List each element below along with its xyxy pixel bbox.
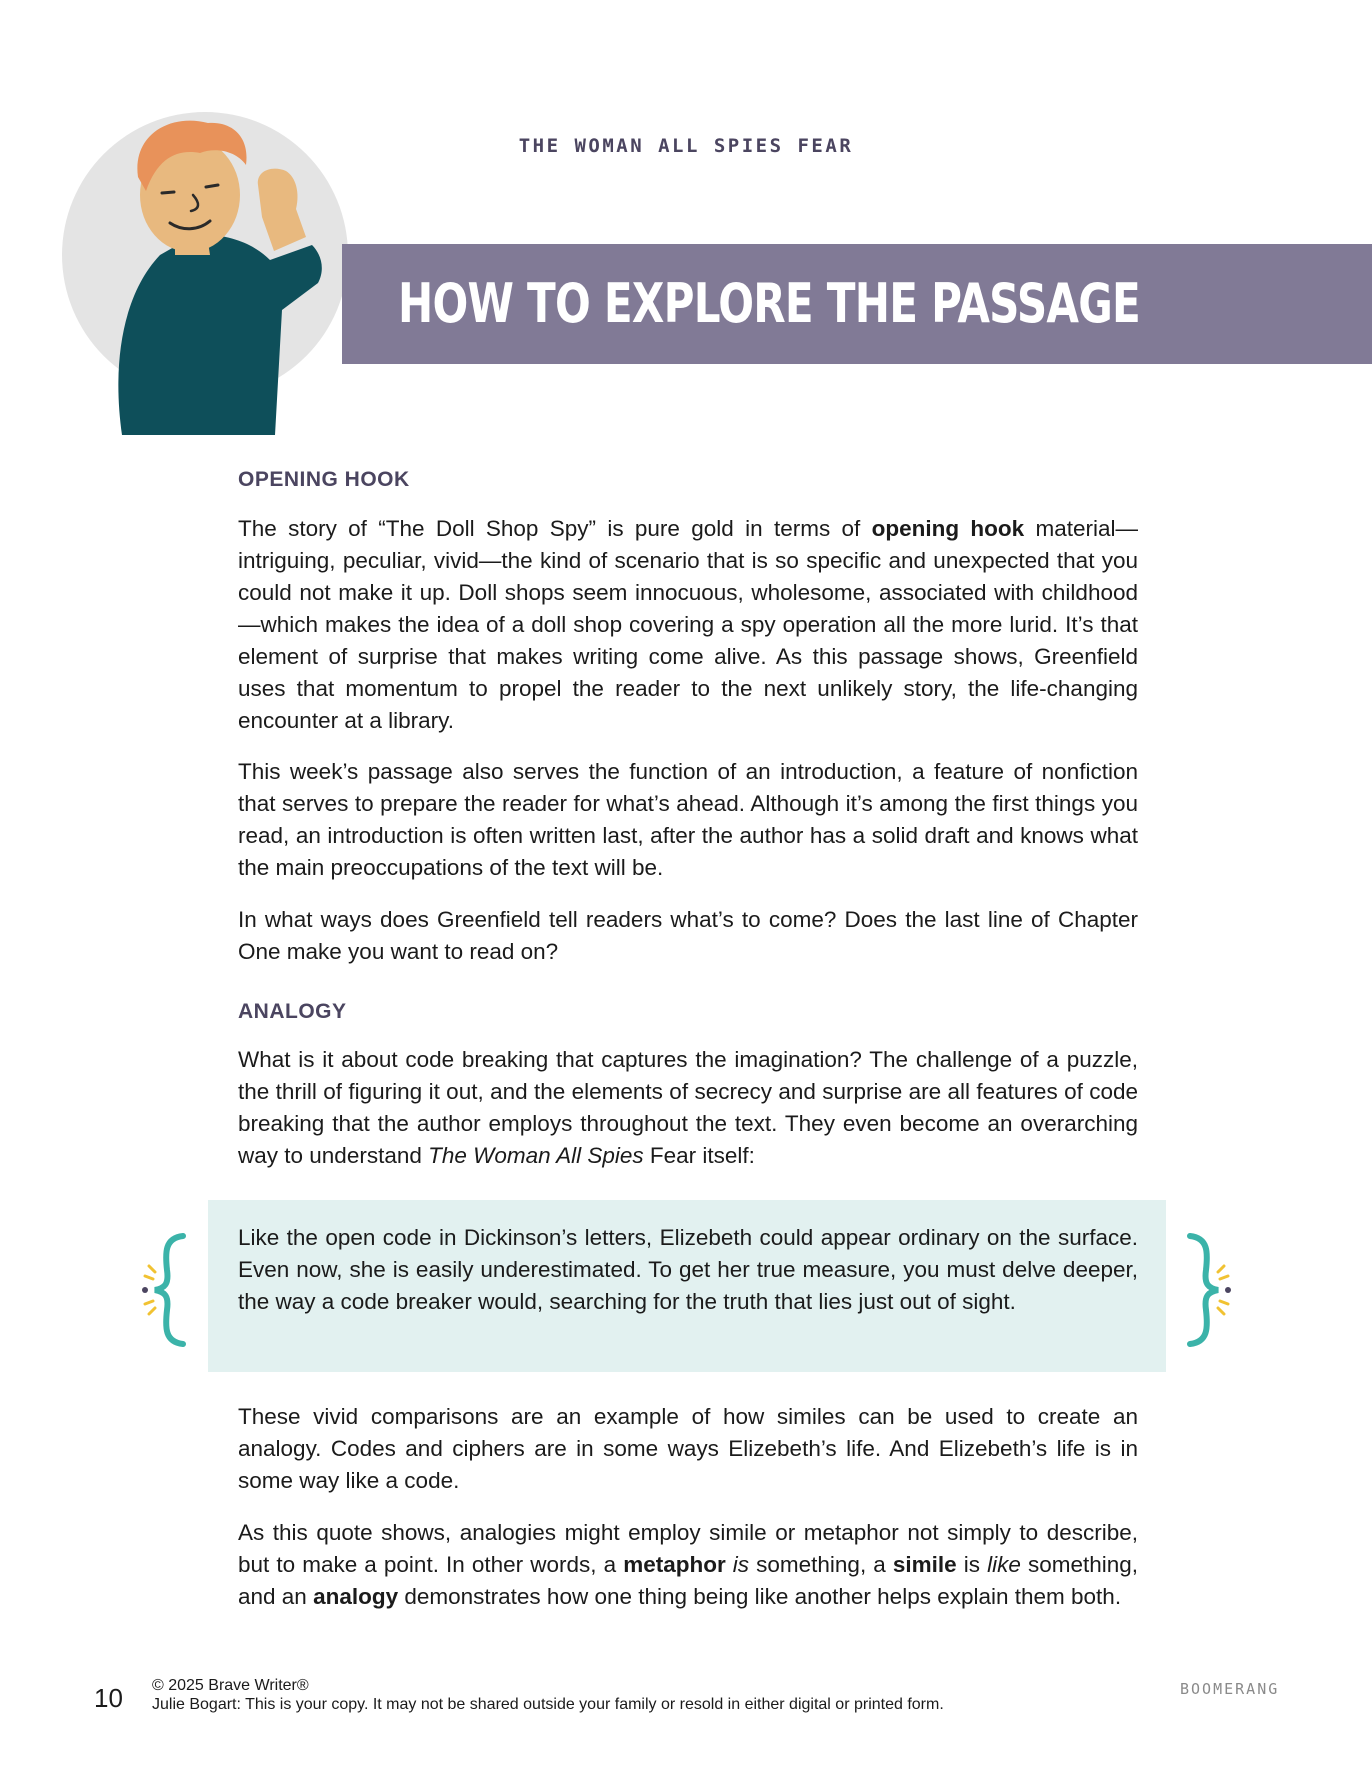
text-run: demonstrates how one thing being like another helps explain them both. — [398, 1584, 1122, 1609]
section-analogy — [238, 997, 1138, 1027]
section-heading-opening-hook: OPENING HOOK — [238, 468, 410, 491]
text-run: is — [956, 1552, 988, 1577]
footer-brand: BOOMERANG — [1180, 1680, 1280, 1698]
left-brace-icon — [135, 1230, 195, 1350]
section-heading-analogy: ANALOGY — [238, 1000, 347, 1023]
running-head: THE WOMAN ALL SPIES FEAR — [518, 135, 854, 157]
footer-copyright: © 2025 Brave Writer® — [152, 1677, 309, 1694]
paragraph-after-quote-1: These vivid comparisons are an example of how similes can be used to create an analogy. Codes and ciphers are in some ways Elizebeth’s life. And Elizebeth’s life is in some way like a code. — [238, 1404, 1138, 1493]
text-run: What is it about code breaking that captures the imagination? The challenge of a puzzle, the thrill of figuring it out, and the elements of secrecy and surprise are all features of code breaking that the author employs throughout the text. They even become an overarching way to understand — [238, 1047, 1138, 1168]
bold-term-analogy: analogy — [313, 1584, 399, 1609]
page-title: HOW TO EXPLORE THE PASSAGE — [398, 272, 1140, 335]
text-run: material—intriguing, peculiar, vivid—the kind of scenario that is so specific and unexpected that you could not make it up. Doll shops seem innocuous, wholesome, associated with childhood—which makes the idea of a doll shop covering a spy operation all the more lurid. It’s that element of surprise that makes writing come alive. As this passage shows, Greenfield uses that momentum to propel the reader to the next unlikely story, the life-changing encounter at a library. — [238, 516, 1138, 733]
right-brace-icon — [1178, 1230, 1238, 1350]
italic-is: is — [732, 1552, 750, 1577]
italic-book-title: The Woman All Spies — [428, 1143, 644, 1168]
footer-copyright-block — [152, 1676, 944, 1714]
paragraph-after-quote-2 — [238, 1517, 1138, 1613]
text-run: Fear itself: — [643, 1143, 755, 1168]
text-run: The story of “The Doll Shop Spy” is pure gold in terms of — [238, 516, 872, 541]
quote-text: Like the open code in Dickinson’s letters, Elizebeth could appear ordinary on the surface. Even now, she is easily underestimated. To get her true measure, you must delve deeper, the way a code breaker would, searching for the truth that lies just out of sight. — [238, 1225, 1138, 1314]
section-opening-hook — [238, 465, 1138, 495]
bold-term-simile: simile — [892, 1552, 957, 1577]
paragraph-opening-hook-2: This week’s passage also serves the function of an introduction, a feature of nonfiction that serves to prepare the reader for what’s ahead. Although it’s among the first things you read, an introduction is often written last, after the author has a solid draft and knows what the main preoccupations of the text will be. — [238, 759, 1138, 880]
bold-term-metaphor: metaphor — [623, 1552, 726, 1577]
paragraph-opening-hook-3: In what ways does Greenfield tell readers what’s to come? Does the last line of Chapter One make you want to read on? — [238, 907, 1138, 964]
illustration-avatar — [60, 105, 360, 435]
avatar-eye-right — [206, 185, 218, 187]
bold-term-opening-hook: opening hook — [871, 516, 1025, 541]
paragraph-analogy-1 — [238, 1044, 1138, 1172]
avatar-eye-left — [162, 192, 174, 193]
text-run: something, a — [749, 1552, 893, 1577]
text-run: something, and an — [238, 1552, 1139, 1609]
italic-like: like — [987, 1552, 1021, 1577]
page-number: 10 — [94, 1683, 123, 1713]
footer-notice: Julie Bogart: This is your copy. It may not be shared outside your family or resold in either digital or printed form. — [152, 1696, 944, 1713]
text-run — [726, 1552, 733, 1577]
paragraph-opening-hook-1 — [238, 513, 1138, 737]
text-run: As this quote shows, analogies might employ simile or metaphor not simply to describe, but to make a point. In other words, a — [238, 1520, 1138, 1577]
